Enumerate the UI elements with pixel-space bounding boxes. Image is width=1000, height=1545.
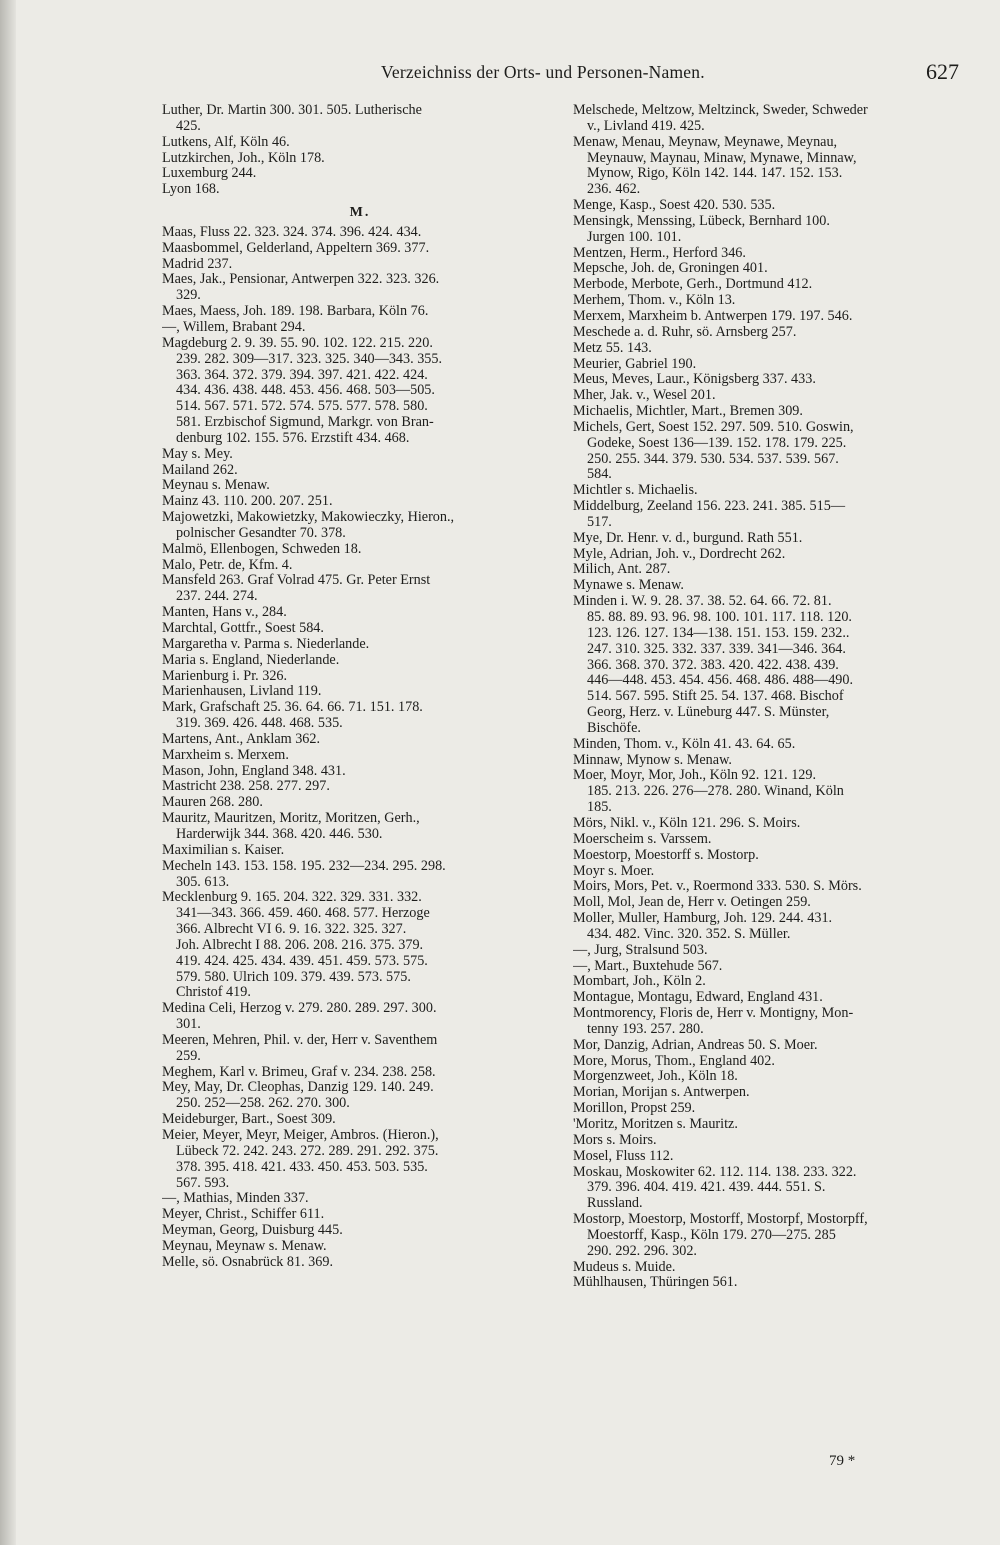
running-header bbox=[375, 59, 965, 88]
index-entry bbox=[162, 811, 558, 843]
entry-line: tenny 193. 257. 280. bbox=[587, 1020, 704, 1037]
index-entry bbox=[162, 304, 558, 320]
entry-line: Moestorp, Moestorff s. Mostorp. bbox=[573, 847, 759, 863]
entry-line: Mye, Dr. Henr. v. d., burgund. Rath 551. bbox=[573, 530, 803, 546]
entry-line: Maas, Fluss 22. 323. 324. 374. 396. 424. 434. bbox=[162, 224, 422, 240]
index-entry bbox=[573, 277, 969, 293]
index-entry bbox=[162, 859, 558, 891]
index-entry bbox=[162, 151, 558, 167]
entry-line: Mynow, Rigo, Köln 142. 144. 147. 152. 153. bbox=[587, 165, 843, 182]
index-entry bbox=[573, 1038, 969, 1054]
entry-line: 581. Erzbischof Sigmund, Markgr. von Bran- bbox=[176, 414, 434, 431]
entry-line: 514. 567. 595. Stift 25. 54. 137. 468. Bischof bbox=[587, 688, 844, 705]
entry-line: Meeren, Mehren, Phil. v. der, Herr v. Saventhem bbox=[162, 1032, 438, 1048]
index-entry bbox=[162, 732, 558, 748]
index-entry bbox=[162, 1191, 558, 1207]
index-column-right bbox=[573, 103, 969, 1291]
index-entry bbox=[573, 547, 969, 563]
entry-line: 425. bbox=[176, 117, 201, 134]
entry-line: 366. Albrecht VI 6. 9. 16. 322. 325. 327. bbox=[176, 921, 407, 938]
index-entry bbox=[573, 974, 969, 990]
entry-line: Mosel, Fluss 112. bbox=[573, 1148, 674, 1164]
index-entry bbox=[573, 357, 969, 373]
index-entry bbox=[162, 463, 558, 479]
index-entry bbox=[162, 637, 558, 653]
entry-line: Majowetzki, Makowietzky, Makowieczky, Hieron., bbox=[162, 510, 455, 526]
entry-line: Mepsche, Joh. de, Groningen 401. bbox=[573, 261, 768, 277]
entry-line: 85. 88. 89. 93. 96. 98. 100. 101. 117. 118. 120. bbox=[587, 609, 852, 625]
entry-line: 259. bbox=[176, 1047, 201, 1064]
entry-line: Mombart, Joh., Köln 2. bbox=[573, 974, 706, 990]
entry-line: Meier, Meyer, Meyr, Meiger, Ambros. (Hieron.), bbox=[162, 1128, 439, 1143]
entry-line: Christof 419. bbox=[176, 984, 251, 1001]
entry-line: Malmö, Ellenbogen, Schweden 18. bbox=[162, 541, 362, 557]
index-entry bbox=[162, 779, 558, 795]
index-entry bbox=[573, 943, 969, 959]
entry-line: —, Mathias, Minden 337. bbox=[162, 1191, 309, 1207]
entry-line: Mastricht 238. 258. 277. 297. bbox=[162, 779, 330, 795]
entry-line: 363. 364. 372. 379. 394. 397. 421. 422. 424. bbox=[176, 366, 428, 383]
index-entry bbox=[573, 578, 969, 594]
entry-line: Minden i. W. 9. 28. 37. 38. 52. 64. 66. 72. 81. bbox=[573, 594, 832, 610]
entry-line: Marchtal, Gottfr., Soest 584. bbox=[162, 621, 324, 636]
entry-line: Meideburger, Bart., Soest 309. bbox=[162, 1112, 336, 1128]
entry-line: Myle, Adrian, Joh. v., Dordrecht 262. bbox=[573, 546, 786, 562]
entry-line: Mauren 268. 280. bbox=[162, 795, 263, 811]
index-entry bbox=[162, 605, 558, 621]
entry-line: Madrid 237. bbox=[162, 256, 233, 272]
entry-line: Lutzkirchen, Joh., Köln 178. bbox=[162, 150, 325, 166]
index-entry bbox=[573, 1117, 969, 1133]
index-column-left bbox=[162, 103, 558, 1271]
entry-line: Morillon, Propst 259. bbox=[573, 1101, 696, 1117]
index-entry bbox=[162, 1255, 558, 1271]
entry-line: Manten, Hans v., 284. bbox=[162, 605, 287, 621]
entry-line: —, Jurg, Stralsund 503. bbox=[573, 942, 708, 958]
entry-line: Georg, Herz. v. Lüneburg 447. S. Münster, bbox=[587, 704, 830, 721]
entry-line: —, Mart., Buxtehude 567. bbox=[573, 958, 723, 974]
entry-line: Moll, Mol, Jean de, Herr v. Oetingen 259. bbox=[573, 895, 811, 911]
index-entry bbox=[162, 225, 558, 241]
index-entry bbox=[573, 1165, 969, 1213]
index-entry bbox=[162, 1033, 558, 1065]
entry-line: Maes, Maess, Joh. 189. 198. Barbara, Köln 76. bbox=[162, 304, 429, 320]
index-entry bbox=[573, 1006, 969, 1038]
index-entry bbox=[162, 558, 558, 574]
entry-line: Marxheim s. Merxem. bbox=[162, 747, 289, 763]
entry-line: May s. Mey. bbox=[162, 446, 233, 462]
index-entry bbox=[573, 135, 969, 198]
index-entry bbox=[573, 1133, 969, 1149]
index-entry bbox=[573, 911, 969, 943]
index-entry bbox=[573, 1275, 969, 1291]
index-entry bbox=[162, 135, 558, 151]
index-entry bbox=[573, 1054, 969, 1070]
index-entry bbox=[573, 1260, 969, 1276]
entry-line: Lutkens, Alf, Köln 46. bbox=[162, 134, 290, 150]
entry-line: Martens, Ant., Anklam 362. bbox=[162, 731, 321, 747]
entry-line: 378. 395. 418. 421. 433. 450. 453. 503. 535. bbox=[176, 1158, 428, 1175]
entry-line: Mailand 262. bbox=[162, 462, 238, 478]
entry-line: Luther, Dr. Martin 300. 301. 505. Lutherische bbox=[162, 103, 422, 118]
entry-line: Meschede a. d. Ruhr, sö. Arnsberg 257. bbox=[573, 324, 797, 340]
entry-line: 185. 213. 226. 276—278. 280. Winand, Köln bbox=[587, 783, 844, 800]
entry-line: 514. 567. 571. 572. 574. 575. 577. 578. 580. bbox=[176, 398, 428, 415]
entry-line: 584. bbox=[587, 466, 612, 483]
entry-line: Moerscheim s. Varssem. bbox=[573, 831, 712, 847]
entry-line: 446—448. 453. 454. 456. 468. 486. 488—490. bbox=[587, 672, 854, 689]
entry-line: Bischöfe. bbox=[587, 719, 641, 736]
entry-line: Meynau, Meynaw s. Menaw. bbox=[162, 1238, 327, 1254]
entry-line: Medina Celi, Herzog v. 279. 280. 289. 297. 300. bbox=[162, 1001, 437, 1017]
entry-line: Mor, Danzig, Adrian, Andreas 50. S. Moer. bbox=[573, 1037, 818, 1053]
entry-line: 434. 436. 438. 448. 453. 456. 468. 503—505. bbox=[176, 382, 435, 399]
entry-line: Meynau s. Menaw. bbox=[162, 478, 270, 494]
index-entry bbox=[573, 388, 969, 404]
index-entry bbox=[162, 272, 558, 304]
entry-line: 123. 126. 127. 134—138. 151. 153. 159. 232.. bbox=[587, 624, 850, 641]
index-entry bbox=[162, 843, 558, 859]
entry-line: Michels, Gert, Soest 152. 297. 509. 510. Goswin, bbox=[573, 419, 854, 435]
entry-line: 250. 252—258. 262. 270. 300. bbox=[176, 1095, 350, 1112]
entry-line: Mecheln 143. 153. 158. 195. 232—234. 295. 298. bbox=[162, 858, 446, 874]
entry-line: 366. 368. 370. 372. 383. 420. 422. 438. 439. bbox=[587, 656, 839, 673]
index-entry bbox=[162, 166, 558, 182]
entry-line: denburg 102. 155. 576. Erzstift 434. 468. bbox=[176, 429, 410, 446]
entry-line: Joh. Albrecht I 88. 206. 208. 216. 375. 379. bbox=[176, 936, 424, 953]
sheet-signature: 79 * bbox=[829, 1453, 856, 1469]
entry-line: Meurier, Gabriel 190. bbox=[573, 356, 697, 372]
index-entry bbox=[162, 795, 558, 811]
entry-line: 434. 482. Vinc. 320. 352. S. Müller. bbox=[587, 925, 791, 942]
index-entry bbox=[573, 1069, 969, 1085]
entry-line: v., Livland 419. 425. bbox=[587, 117, 705, 134]
entry-line: Minden, Thom. v., Köln 41. 43. 64. 65. bbox=[573, 736, 796, 752]
index-entry bbox=[573, 879, 969, 895]
index-entry bbox=[162, 182, 558, 198]
section-letter: M. bbox=[349, 205, 371, 221]
entry-line: Morian, Morijan s. Antwerpen. bbox=[573, 1085, 750, 1101]
entry-line: Harderwijk 344. 368. 420. 446. 530. bbox=[176, 825, 383, 842]
index-entry bbox=[573, 325, 969, 341]
entry-line: Russland. bbox=[587, 1195, 643, 1212]
entry-line: Maximilian s. Kaiser. bbox=[162, 842, 285, 858]
index-entry bbox=[573, 562, 969, 578]
page-number: 627 bbox=[926, 59, 959, 84]
entry-line: Mecklenburg 9. 165. 204. 322. 329. 331. 332. bbox=[162, 890, 422, 906]
index-entry bbox=[573, 198, 969, 214]
index-entry bbox=[573, 1212, 969, 1260]
index-entry bbox=[573, 895, 969, 911]
entry-line: Minnaw, Mynow s. Menaw. bbox=[573, 752, 732, 768]
entry-line: Lyon 168. bbox=[162, 182, 220, 198]
index-entry bbox=[162, 669, 558, 685]
index-entry bbox=[573, 768, 969, 816]
entry-line: Lübeck 72. 242. 243. 272. 289. 291. 292. 375. bbox=[176, 1142, 439, 1159]
entry-line: 319. 369. 426. 448. 468. 535. bbox=[176, 715, 343, 732]
entry-line: Moyr s. Moer. bbox=[573, 863, 655, 879]
index-entry bbox=[162, 1080, 558, 1112]
index-entry bbox=[162, 1223, 558, 1239]
index-entry bbox=[162, 1128, 558, 1191]
index-entry bbox=[573, 531, 969, 547]
entry-line: Melle, sö. Osnabrück 81. 369. bbox=[162, 1254, 334, 1270]
entry-line: Metz 55. 143. bbox=[573, 340, 652, 356]
entry-line: Jurgen 100. 101. bbox=[587, 228, 682, 245]
entry-line: Mason, John, England 348. 431. bbox=[162, 763, 346, 779]
entry-line: Mainz 43. 110. 200. 207. 251. bbox=[162, 494, 333, 510]
index-entry bbox=[573, 420, 969, 483]
index-entry bbox=[162, 700, 558, 732]
entry-line: Mudeus s. Muide. bbox=[573, 1259, 676, 1275]
entry-line: 239. 282. 309—317. 323. 325. 340—343. 355. bbox=[176, 350, 443, 367]
entry-line: Merhem, Thom. v., Köln 13. bbox=[573, 293, 736, 309]
entry-line: Mühlhausen, Thüringen 561. bbox=[573, 1275, 738, 1291]
entry-line: 305. 613. bbox=[176, 873, 230, 890]
index-entry bbox=[162, 764, 558, 780]
index-entry bbox=[162, 257, 558, 273]
entry-line: 579. 580. Ulrich 109. 379. 439. 573. 575. bbox=[176, 968, 411, 985]
entry-line: 379. 396. 404. 419. 421. 439. 444. 551. S. bbox=[587, 1179, 826, 1196]
index-entry bbox=[573, 1149, 969, 1165]
index-entry bbox=[573, 499, 969, 531]
entry-line: Godeke, Soest 136—139. 152. 178. 179. 225. bbox=[587, 434, 847, 451]
entry-line: Mentzen, Herm., Herford 346. bbox=[573, 245, 746, 261]
entry-line: 329. bbox=[176, 287, 201, 304]
entry-line: Meynauw, Maynau, Minaw, Mynawe, Minnaw, bbox=[587, 149, 857, 166]
entry-line: Mostorp, Moestorp, Mostorff, Mostorpf, Mostorpff, bbox=[573, 1212, 868, 1228]
entry-line: Mey, May, Dr. Cleophas, Danzig 129. 140. 249. bbox=[162, 1080, 434, 1096]
entry-line: 567. 593. bbox=[176, 1174, 230, 1191]
entry-line: Meus, Meves, Laur., Königsberg 337. 433. bbox=[573, 372, 816, 388]
entry-line: Meghem, Karl v. Brimeu, Graf v. 234. 238. 258. bbox=[162, 1064, 436, 1080]
index-entry bbox=[162, 684, 558, 700]
entry-line: 250. 255. 344. 379. 530. 534. 537. 539. 567. bbox=[587, 450, 839, 467]
entry-line: Merxem, Marxheim b. Antwerpen 179. 197. 546. bbox=[573, 308, 853, 324]
index-entry bbox=[162, 542, 558, 558]
entry-line: 419. 424. 425. 434. 439. 451. 459. 573. 575. bbox=[176, 952, 428, 969]
index-entry bbox=[162, 510, 558, 542]
index-entry bbox=[573, 103, 969, 135]
index-entry bbox=[162, 494, 558, 510]
index-entry bbox=[573, 959, 969, 975]
binding-gutter bbox=[0, 0, 16, 1545]
entry-line: Montmorency, Floris de, Herr v. Montigny, Mon- bbox=[573, 1006, 854, 1022]
index-entry bbox=[162, 478, 558, 494]
entry-line: Maes, Jak., Pensionar, Antwerpen 322. 323. 326. bbox=[162, 272, 440, 288]
entry-line: 'Moritz, Moritzen s. Mauritz. bbox=[573, 1117, 738, 1132]
index-entry bbox=[162, 1001, 558, 1033]
entry-line: Marienhausen, Livland 119. bbox=[162, 684, 322, 700]
index-entry bbox=[573, 341, 969, 357]
index-entry bbox=[162, 103, 558, 135]
entry-line: 247. 310. 325. 332. 337. 339. 341—346. 364. bbox=[587, 640, 846, 657]
index-entry bbox=[573, 848, 969, 864]
index-entry bbox=[162, 241, 558, 257]
entry-line: Moller, Muller, Hamburg, Joh. 129. 244. 431. bbox=[573, 911, 833, 927]
entry-line: Mark, Grafschaft 25. 36. 64. 66. 71. 151. 178. bbox=[162, 700, 423, 716]
entry-line: Milich, Ant. 287. bbox=[573, 562, 671, 578]
index-entry bbox=[573, 864, 969, 880]
entry-line: Meyman, Georg, Duisburg 445. bbox=[162, 1223, 343, 1239]
index-entry bbox=[573, 753, 969, 769]
entry-line: Michaelis, Michtler, Mart., Bremen 309. bbox=[573, 404, 803, 420]
entry-line: 301. bbox=[176, 1016, 201, 1033]
entry-line: Marienburg i. Pr. 326. bbox=[162, 668, 288, 684]
index-entry bbox=[573, 594, 969, 737]
entry-line: Meyer, Christ., Schiffer 611. bbox=[162, 1207, 325, 1223]
index-entry bbox=[162, 748, 558, 764]
index-entry bbox=[573, 832, 969, 848]
entry-line: Mors s. Moirs. bbox=[573, 1132, 657, 1148]
index-entry bbox=[573, 372, 969, 388]
entry-line: Mansfeld 263. Graf Volrad 475. Gr. Peter Ernst bbox=[162, 573, 431, 589]
entry-line: 236. 462. bbox=[587, 181, 641, 198]
entry-line: Moirs, Mors, Pet. v., Roermond 333. 530. S. Mörs. bbox=[573, 879, 862, 895]
entry-line: Maasbommel, Gelderland, Appeltern 369. 377. bbox=[162, 240, 430, 256]
index-entry bbox=[573, 990, 969, 1006]
index-entry bbox=[573, 293, 969, 309]
header-title: Verzeichniss der Orts- und Personen-Namen. bbox=[381, 62, 705, 82]
index-entry bbox=[573, 483, 969, 499]
index-entry bbox=[162, 653, 558, 669]
entry-line: —, Willem, Brabant 294. bbox=[162, 319, 306, 335]
entry-line: Magdeburg 2. 9. 39. 55. 90. 102. 122. 215. 220. bbox=[162, 335, 433, 351]
index-entry bbox=[162, 621, 558, 637]
entry-line: Mynawe s. Menaw. bbox=[573, 578, 684, 594]
entry-line: 290. 292. 296. 302. bbox=[587, 1242, 697, 1259]
entry-line: Menge, Kasp., Soest 420. 530. 535. bbox=[573, 198, 776, 214]
entry-line: Mensingk, Menssing, Lübeck, Bernhard 100. bbox=[573, 213, 830, 229]
index-entry bbox=[573, 261, 969, 277]
index-entry bbox=[573, 404, 969, 420]
entry-line: Luxemburg 244. bbox=[162, 166, 257, 182]
entry-line: polnischer Gesandter 70. 378. bbox=[176, 524, 346, 541]
entry-line: Moskau, Moskowiter 62. 112. 114. 138. 233. 322. bbox=[573, 1164, 857, 1180]
entry-line: Mher, Jak. v., Wesel 201. bbox=[573, 388, 716, 404]
index-entry bbox=[573, 816, 969, 832]
index-entry bbox=[162, 336, 558, 447]
index-entry bbox=[573, 1085, 969, 1101]
entry-line: Melschede, Meltzow, Meltzinck, Sweder, Schweder bbox=[573, 103, 868, 118]
entry-line: Montague, Montagu, Edward, England 431. bbox=[573, 990, 823, 1006]
index-entry bbox=[573, 246, 969, 262]
index-entry bbox=[162, 573, 558, 605]
entry-line: Maria s. England, Niederlande. bbox=[162, 652, 340, 668]
entry-line: 237. 244. 274. bbox=[176, 588, 258, 605]
index-entry bbox=[573, 309, 969, 325]
index-entry bbox=[573, 1101, 969, 1117]
entry-line: Morgenzweet, Joh., Köln 18. bbox=[573, 1069, 738, 1085]
index-entry bbox=[162, 1065, 558, 1081]
entry-line: Moer, Moyr, Mor, Joh., Köln 92. 121. 129. bbox=[573, 768, 817, 784]
index-entry bbox=[573, 737, 969, 753]
index-entry bbox=[162, 320, 558, 336]
entry-line: More, Morus, Thom., England 402. bbox=[573, 1053, 775, 1069]
entry-line: 517. bbox=[587, 513, 612, 530]
entry-line: Menaw, Menau, Meynaw, Meynawe, Meynau, bbox=[573, 134, 838, 150]
entry-line: Michtler s. Michaelis. bbox=[573, 483, 698, 499]
entry-line: Mörs, Nikl. v., Köln 121. 296. S. Moirs. bbox=[573, 815, 801, 831]
entry-line: 185. bbox=[587, 799, 612, 816]
index-entry bbox=[162, 447, 558, 463]
index-entry bbox=[162, 1112, 558, 1128]
entry-line: Malo, Petr. de, Kfm. 4. bbox=[162, 557, 293, 573]
entry-line: Merbode, Merbote, Gerh., Dortmund 412. bbox=[573, 277, 813, 293]
entry-line: Middelburg, Zeeland 156. 223. 241. 385. 515— bbox=[573, 499, 846, 515]
entry-line: Margaretha v. Parma s. Niederlande. bbox=[162, 636, 370, 652]
entry-line: Mauritz, Mauritzen, Moritz, Moritzen, Gerh., bbox=[162, 811, 420, 827]
index-entry bbox=[162, 890, 558, 1001]
index-entry bbox=[162, 1207, 558, 1223]
entry-line: 341—343. 366. 459. 460. 468. 577. Herzoge bbox=[176, 905, 430, 922]
entry-line: Moestorff, Kasp., Köln 179. 270—275. 285 bbox=[587, 1226, 836, 1243]
index-entry bbox=[573, 214, 969, 246]
index-entry bbox=[162, 1239, 558, 1255]
